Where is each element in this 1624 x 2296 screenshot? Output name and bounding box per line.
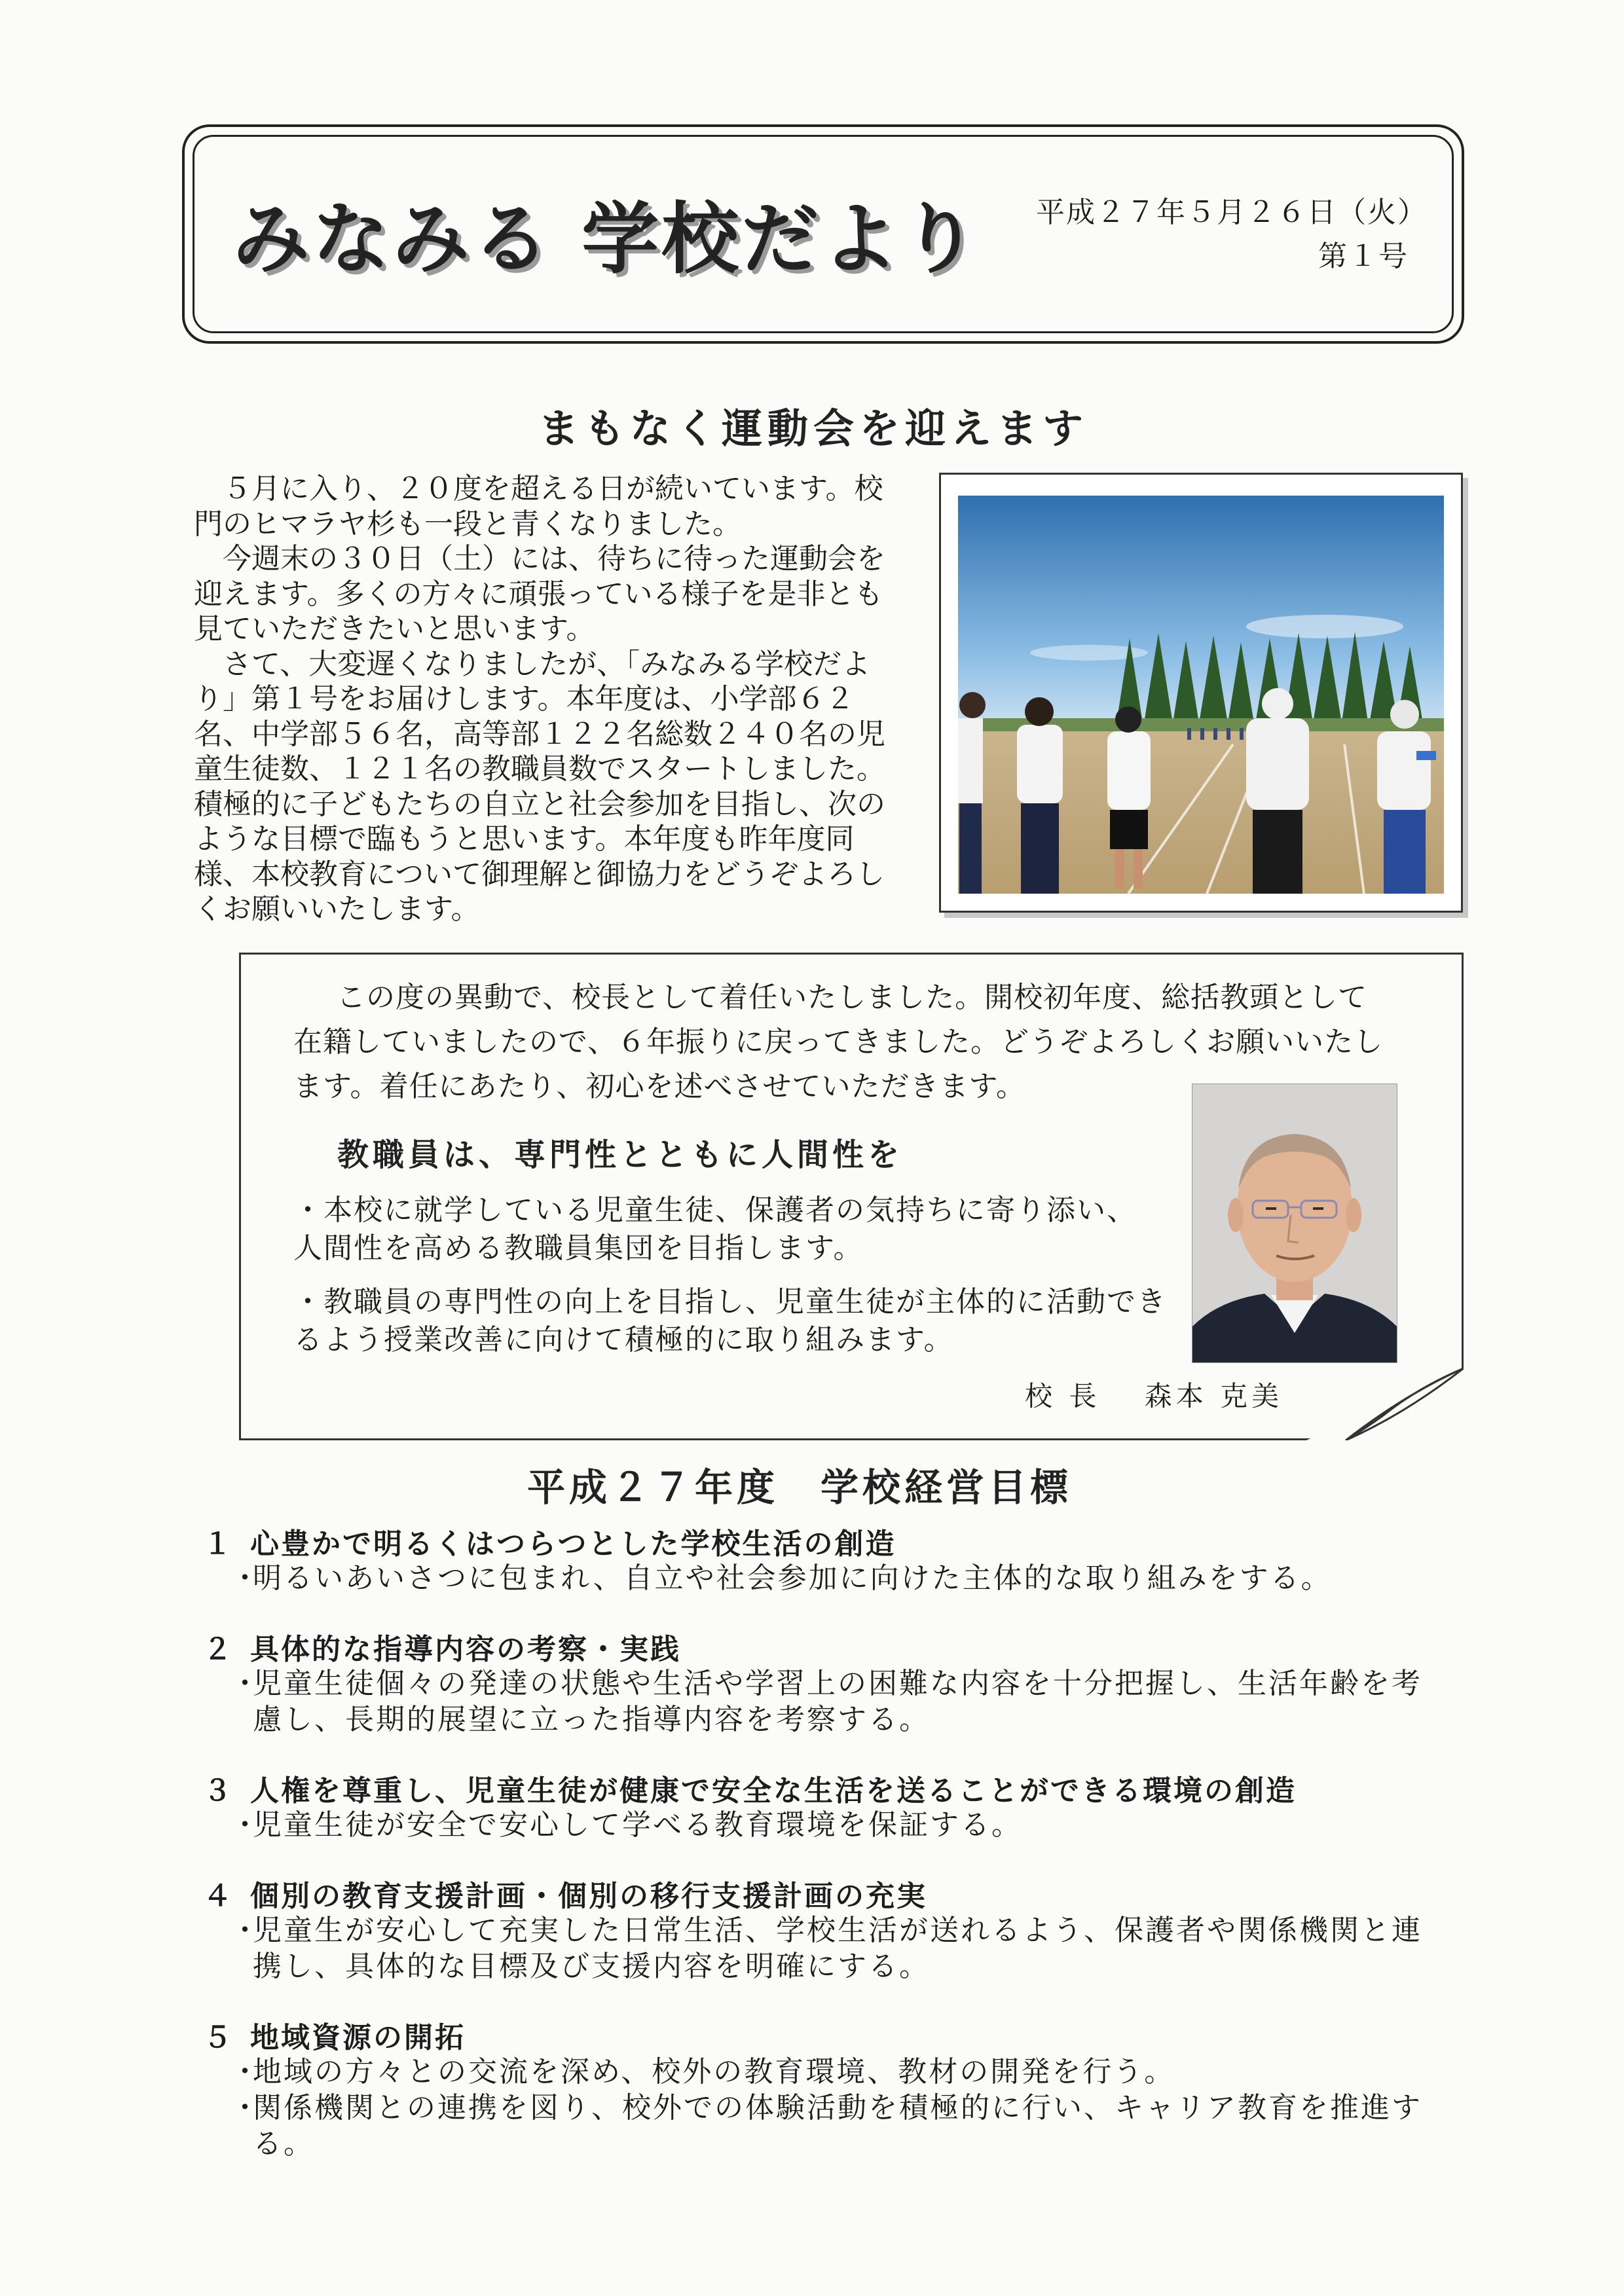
goal-title [203,1881,1447,1912]
goal-title [203,1776,1447,1807]
principal-intro-text: この度の異動で、校長として着任いたしました。開校初年度、総括教頭として在籍していましたので、６年振りに戻ってきました。どうぞよろしくお願いいたします。着任にあたり、初心を述べさせていただきます。 [293,981,1384,1103]
goal-bullet [203,1560,1447,1596]
goal-title [203,1529,1447,1560]
goal-bullet-text: 地域の方々との交流を深め、校外の教育環境、教材の開発を行う。 [253,2055,1175,2088]
article-paragraph: ５月に入り、２０度を超える日が続いています。校門のヒマラヤ杉も一段と青くなりました。 [194,472,883,541]
principal-bullet-text: 本校に就学している児童生徒、保護者の気持ちに寄り添い、人間性を高める教職員集団を目指します。 [293,1194,1137,1265]
newsletter-title: みなみる 学校だより [232,194,982,284]
bullet-mark: ・ [231,1808,261,1842]
page-curl-decoration [1306,1368,1464,1440]
issue-date: 平成２７年５月２６日（火） [1036,196,1428,229]
sports-day-photo [958,496,1444,894]
goal-number: ２ [203,1633,234,1666]
goal-bullet [203,1807,1447,1843]
goal-bullet [203,2054,1447,2090]
goal-title-text: 地域資源の開拓 [250,2021,466,2054]
goal-bullet-text: 児童生が安心して充実した日常生活、学校生活が送れるよう、保護者や関係機関と連携し、具体的な目標及び支援内容を明確にする。 [253,1914,1422,1983]
bullet-mark: ・ [231,2091,261,2124]
principal-bullet [293,1192,1158,1267]
article-paragraph: さて、大変遅くなりましたが、「みなみる学校だより」第１号をお届けします。本年度は、小学部６２名、中学部５６名，高等部１２２名総数２４０名の児童生徒数、１２１名の教職員数でスタートしました。積極的に子どもたちの自立と社会参加を目指し、次のような目標で臨もうと思います。本年度も昨年度同様、本校教育について御理解と御協力をどうぞよろしくお願いいたします。 [194,647,885,926]
goal-number: ４ [203,1880,234,1913]
goal-item [203,1881,1447,1984]
school-goals-list [203,1529,1447,2200]
article-paragraph: 今週末の３０日（土）には、待ちに待った運動会を迎えます。多くの方々に頑張っている様子を是非とも見ていただきたいと思います。 [194,542,885,646]
principal-portrait-image [1192,1084,1397,1362]
bullet-mark: ・ [231,1914,261,1947]
sports-day-photo-frame [939,473,1463,913]
goal-bullet [203,1912,1447,1984]
goal-number: １ [203,1527,234,1561]
goal-title [203,2022,1447,2054]
bullet-mark: ・ [231,2055,261,2088]
goal-title-text: 人権を尊重し、児童生徒が健康で安全な生活を送ることができる環境の創造 [250,1774,1297,1808]
goal-item [203,2022,1447,2162]
principal-motto: 教職員は、専門性とともに人間性を [337,1137,904,1173]
principal-signature: 校 長 森本 克美 [1025,1380,1283,1412]
principal-portrait [1192,1084,1397,1363]
principal-bullet-text: 教職員の専門性の向上を目指し、児童生徒が主体的に活動できるよう授業改善に向けて積極的に取り組みます。 [293,1285,1167,1357]
goal-title-text: 個別の教育支援計画・個別の移行支援計画の充実 [250,1880,927,1913]
goal-item [203,1776,1447,1843]
goal-bullet-text: 明るいあいさつに包まれ、自立や社会参加に向けた主体的な取り組みをする。 [253,1561,1332,1595]
goal-item [203,1529,1447,1596]
goal-bullet-text: 関係機関との連携を図り、校外での体験活動を積極的に行い、キャリア教育を推進する。 [253,2091,1422,2160]
sports-day-article [194,471,911,927]
sports-day-heading: まもなく運動会を迎えます [538,405,1089,452]
goal-title-text: 具体的な指導内容の考察・実践 [250,1633,681,1666]
goal-bullet [203,2090,1447,2162]
goal-number: ３ [203,1774,234,1808]
bullet-mark: ・ [231,1561,261,1595]
goal-bullet [203,1666,1447,1738]
bullet-mark: ・ [293,1194,323,1227]
issue-number: 第１号 [1318,240,1409,273]
goal-bullet-text: 児童生徒個々の発達の状態や生活や学習上の困難な内容を十分把握し、生活年齢を考慮し、長期的展望に立った指導内容を考察する。 [253,1667,1422,1736]
goal-title [203,1634,1447,1666]
goal-bullet-text: 児童生徒が安全で安心して学べる教育環境を保証する。 [253,1808,1022,1842]
bullet-mark: ・ [231,1667,261,1700]
goal-item [203,1634,1447,1738]
principal-bullet [293,1283,1184,1359]
goal-title-text: 心豊かで明るくはつらつとした学校生活の創造 [250,1527,896,1561]
goal-number: ５ [203,2021,234,2054]
bullet-mark: ・ [293,1285,323,1319]
school-goals-heading: 平成２７年度 学校経営目標 [527,1465,1073,1510]
